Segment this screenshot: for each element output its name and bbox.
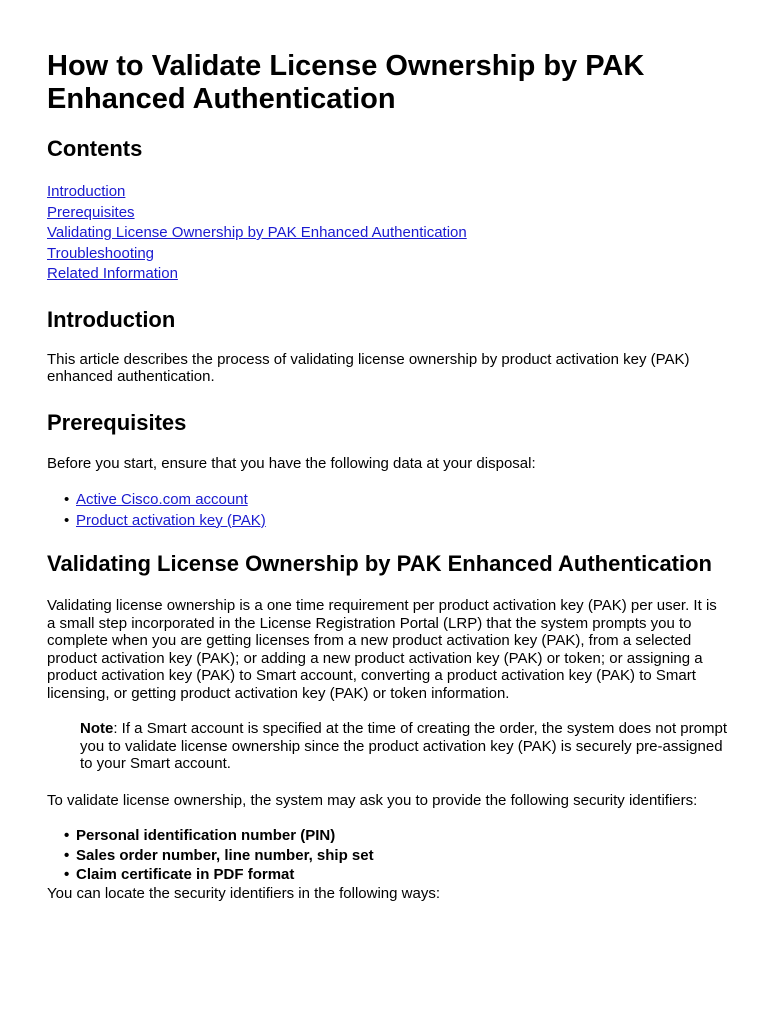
bullet-glyph: • xyxy=(64,491,70,508)
introduction-text: This article describes the process of validating license ownership by product activation key (PAK) enhanced authentication. xyxy=(47,350,690,385)
validating-paragraph: Validating license ownership is a one time requirement per product activation key (PAK) per user. It is a small step incorporated in the License Registration Portal (LRP) that the system prompts you to complete when you are getting licenses from a new product activation key (PAK), from a selected product activation key (PAK); or adding a new product activation key (PAK) or token; or assigning a product activation key (PAK) to Smart account, converting a product activation key (PAK) to Smart licensing, or getting product activation key (PAK) or token information. xyxy=(47,597,717,702)
contents-heading: Contents xyxy=(47,136,143,161)
toc-link-troubleshooting[interactable]: Troubleshooting xyxy=(47,244,155,262)
identifier-claim-certificate: Claim certificate in PDF format xyxy=(76,866,295,883)
bullet-glyph: • xyxy=(64,511,70,529)
list-item xyxy=(64,826,727,846)
bullet-glyph: • xyxy=(64,846,70,864)
note-text: : If a Smart account is specified at the time of creating the order, the system does not prompt you to validate license ownership since the product activation key (PAK) is securely pre-assigned to your Smart account. xyxy=(80,720,727,772)
list-item xyxy=(64,846,727,866)
link-cisco-account[interactable]: Active Cisco.com account xyxy=(76,491,248,508)
identifiers-list xyxy=(47,826,727,885)
identifier-sales-order: Sales order number, line number, ship set xyxy=(76,846,374,864)
list-item xyxy=(64,865,727,885)
list-item xyxy=(64,490,727,511)
identifier-pin: Personal identification number (PIN) xyxy=(76,827,336,844)
document-page xyxy=(47,50,727,902)
toc-link-related-information[interactable]: Related Information xyxy=(47,265,178,282)
prerequisites-heading: Prerequisites xyxy=(47,409,187,435)
toc-link-introduction[interactable]: Introduction xyxy=(47,183,126,200)
bullet-glyph: • xyxy=(64,866,70,883)
toc-link-validating[interactable]: Validating License Ownership by PAK Enhanced Authentication xyxy=(47,224,467,241)
link-pak[interactable]: Product activation key (PAK) xyxy=(76,511,266,529)
note-block xyxy=(80,720,727,773)
identifiers-intro: To validate license ownership, the system may ask you to provide the following security identifiers: xyxy=(47,791,698,809)
bullet-glyph: • xyxy=(64,827,70,844)
list-item xyxy=(64,511,727,532)
locate-text: You can locate the security identifiers in the following ways: xyxy=(47,884,440,902)
note-label: Note xyxy=(80,720,114,737)
page-title: How to Validate License Ownership by PAK Enhanced Authentication xyxy=(47,50,645,115)
prerequisites-list xyxy=(47,490,727,531)
introduction-heading: Introduction xyxy=(47,306,176,332)
table-of-contents xyxy=(47,182,727,285)
validating-heading: Validating License Ownership by PAK Enhanced Authentication xyxy=(47,551,712,576)
toc-link-prerequisites[interactable]: Prerequisites xyxy=(47,203,135,221)
prerequisites-text: Before you start, ensure that you have the following data at your disposal: xyxy=(47,454,536,472)
